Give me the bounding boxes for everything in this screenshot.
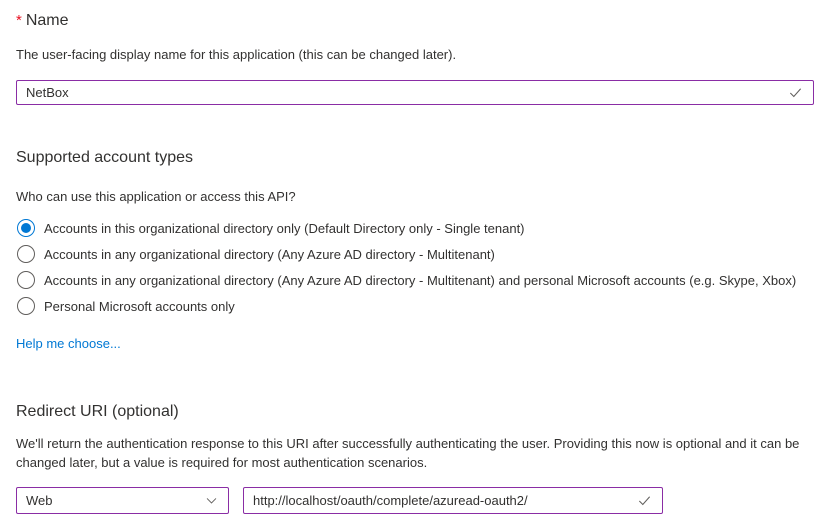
name-title-text: Name [25, 12, 69, 29]
radio-button-icon[interactable] [17, 219, 35, 237]
radio-option-label: Accounts in any organizational directory (Any Azure AD directory - Multitenant) and personal Microsoft accounts (e.g. Skype, Xbox) [44, 272, 797, 288]
help-me-choose-link[interactable]: Help me choose... [16, 336, 121, 351]
radio-option-label: Accounts in this organizational directory only (Default Directory only - Single tenant) [44, 220, 525, 236]
radio-option-single-tenant[interactable] [16, 215, 813, 241]
redirect-uri-input-container [243, 487, 663, 514]
name-description: The user-facing display name for this application (this can be changed later). [16, 47, 457, 62]
radio-button-icon[interactable] [17, 297, 35, 315]
redirect-uri-input[interactable] [253, 493, 637, 508]
radio-button-icon[interactable] [17, 271, 35, 289]
platform-select-value: Web [26, 493, 53, 508]
radio-button-icon[interactable] [17, 245, 35, 263]
name-section-title [16, 10, 813, 31]
chevron-down-icon [205, 494, 218, 507]
required-asterisk: * [16, 12, 22, 29]
platform-select-dropdown[interactable] [16, 487, 229, 514]
checkmark-icon [637, 493, 652, 508]
radio-option-multitenant-personal[interactable] [16, 267, 813, 293]
name-input-container [16, 80, 814, 105]
account-type-radio-group [16, 215, 813, 319]
radio-option-label: Accounts in any organizational directory (Any Azure AD directory - Multitenant) [44, 246, 495, 262]
redirect-uri-description: We'll return the authentication response to this URI after successfully authenticating the user. Providing this now is optional and it can be changed later, but a value is required for most authentication scenarios. [16, 436, 800, 470]
account-types-title: Supported account types [16, 149, 194, 166]
radio-option-label: Personal Microsoft accounts only [44, 298, 235, 314]
radio-option-multitenant[interactable] [16, 241, 813, 267]
name-input[interactable] [26, 85, 788, 100]
radio-option-personal-only[interactable] [16, 293, 813, 319]
redirect-uri-row [16, 487, 813, 514]
redirect-uri-title: Redirect URI (optional) [16, 403, 179, 420]
account-types-question: Who can use this application or access this API? [16, 189, 296, 204]
checkmark-icon [788, 85, 803, 100]
